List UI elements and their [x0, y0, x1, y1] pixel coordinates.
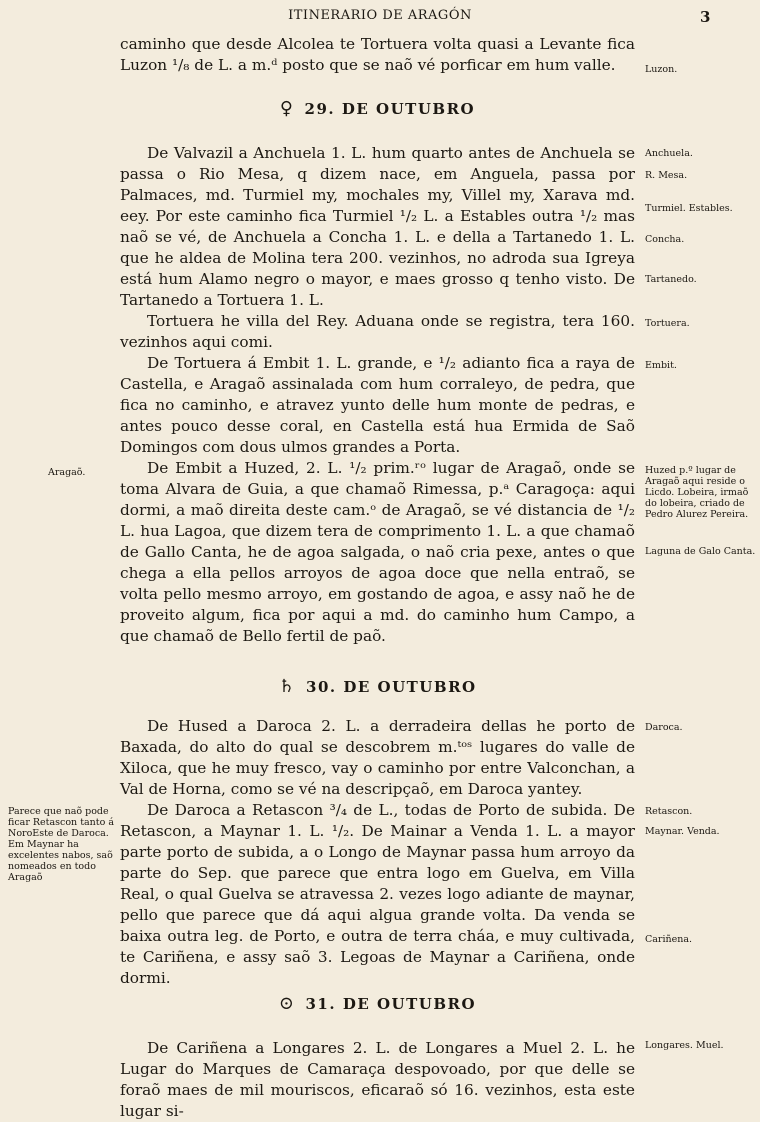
margin-note-right: Retascon. — [645, 806, 693, 817]
section-31 — [120, 1038, 635, 1122]
paragraph: De Hused a Daroca 2. L. a derradeira dellas he porto de Baxada, do alto do qual se descobrem m.ᵗᵒˢ lugares do valle de Xiloca, que he muy fresco, vay o caminho por entre Valconchan, a Val de Horna, como se vé na descripçaõ, em Daroca yantey. — [120, 717, 635, 798]
intro-block — [120, 34, 635, 76]
saturn-icon: ♄ — [278, 676, 297, 697]
margin-note-right: Huzed p.º lugar de Aragaõ aqui reside o Licdo. Lobeira, irmaõ do lobeira, criado de Pedro Alurez Pereira. — [645, 465, 749, 520]
paragraph: De Cariñena a Longares 2. L. de Longares a Muel 2. L. he Lugar do Marques de Camaraça despovoado, por que delle se foraõ maes de mil mouriscos, eficaraõ só 16. vezinhos, esta este lugar si- — [120, 1039, 635, 1120]
margin-note-right: Embit. — [645, 360, 677, 371]
paragraph: De Valvazil a Anchuela 1. L. hum quarto antes de Anchuela se passa o Rio Mesa, q dizem nace, em Anguela, passa por Palmaces, md. Turmiel my, mochales my, Villel my, Xarava md. eey. Por este caminho fica Turmiel ¹/₂ L. a Estables outra ¹/₂ mas naõ se vé, de Anchuela a Concha 1. L. e della a Tartanedo 1. L. que he aldea de Molina tera 200. vezinhos, no adroda sua Igreya está hum Alamo negro o mayor, e maes grosso q tenho visto. De Tartanedo a Tortuera 1. L. — [120, 144, 635, 309]
margin-note-right: Daroca. — [645, 722, 683, 733]
margin-note-right: Longares. Muel. — [645, 1040, 724, 1051]
sun-icon: ⊙ — [278, 993, 296, 1014]
date-heading-31 — [120, 993, 635, 1014]
paragraph: caminho que desde Alcolea te Tortuera volta quasi a Levante fica Luzon ¹/₈ de L. a m.ᵈ posto que se naõ vé porficar em hum valle. — [120, 35, 635, 74]
paragraph: De Daroca a Retascon ³/₄ de L., todas de Porto de subida. De Retascon, a Maynar 1. L. ¹/₂. De Mainar a Venda 1. L. a mayor parte porto de subida, a o Longo de Maynar passa hum arroyo da parte do Sep. que parece que entra logo em Guelva, em Villa Real, o qual Guelva se atravessa 2. vezes logo adiante de maynar, pello que parece que dá aqui algua grande volta. Da venda se baixa outra leg. de Porto, e outra de terra cháa, e muy cultivada, te Cariñena, e assy saõ 3. Legoas de Maynar a Cariñena, onde dormi. — [120, 801, 635, 987]
margin-note-right: Tortuera. — [645, 318, 690, 329]
margin-note-right: Turmiel. Estables. — [645, 203, 733, 214]
margin-note-right: R. Mesa. — [645, 170, 688, 181]
page-header — [0, 6, 760, 28]
margin-note-right: Tartanedo. — [645, 274, 697, 285]
paragraph: Tortuera he villa del Rey. Aduana onde se registra, tera 160. vezinhos aqui comi. — [120, 312, 635, 351]
heading-text: 30. DE OUTUBRO — [306, 678, 477, 696]
margin-note-right: Maynar. Venda. — [645, 826, 720, 837]
margin-note-right: Laguna de Galo Canta. — [645, 546, 756, 557]
margin-note-right: Anchuela. — [645, 148, 693, 159]
heading-text: 31. DE OUTUBRO — [305, 995, 477, 1013]
heading-text: 29. DE OUTUBRO — [304, 100, 476, 118]
margin-note-right: Cariñena. — [645, 934, 693, 945]
margin-note-left: Aragaõ. — [48, 467, 86, 478]
date-heading-29 — [120, 98, 635, 119]
running-title: ITINERARIO DE ARAGÓN — [288, 8, 472, 23]
date-heading-30 — [120, 676, 635, 697]
venus-icon: ♀ — [279, 98, 295, 119]
margin-note-left: Parece que naõ pode ficar Retascon tanto á NoroEste de Daroca. Em Maynar ha excelentes nabos, saõ nomeados en todo Aragaõ — [8, 806, 115, 883]
section-29 — [120, 143, 635, 647]
margin-note-right: Luzon. — [645, 64, 678, 75]
margin-note-right: Concha. — [645, 234, 685, 245]
paragraph: De Embit a Huzed, 2. L. ¹/₂ prim.ʳᵒ lugar de Aragaõ, onde se toma Alvara de Guia, a que chamaõ Rimessa, p.ᵃ Caragoça: aqui dormi, a maõ direita deste cam.ᵒ de Aragaõ, se vé distancia de ¹/₂ L. hua Lagoa, que dizem tera de comprimento 1. L. a que chamaõ de Gallo Canta, he de agoa salgada, o naõ cria pexe, antes o que chega a ella pellos arroyos de agoa doce que nella entraõ, se volta pello mesmo arroyo, em gostando de agoa, e assy naõ he de proveito algum, fica por aqui a md. do caminho hum Campo, a que chamaõ de Bello fertil de paõ. — [120, 459, 635, 645]
page-number: 3 — [700, 8, 711, 26]
section-30 — [120, 716, 635, 989]
paragraph: De Tortuera á Embit 1. L. grande, e ¹/₂ adianto fica a raya de Castella, e Aragaõ assinalada com hum corraleyo, de pedra, que fica no caminho, e atravez yunto delle hum monte de pedras, e antes pouco desse coral, en Castella está hua Ermida de Saõ Domingos com dous ulmos grandes a Porta. — [120, 354, 635, 456]
